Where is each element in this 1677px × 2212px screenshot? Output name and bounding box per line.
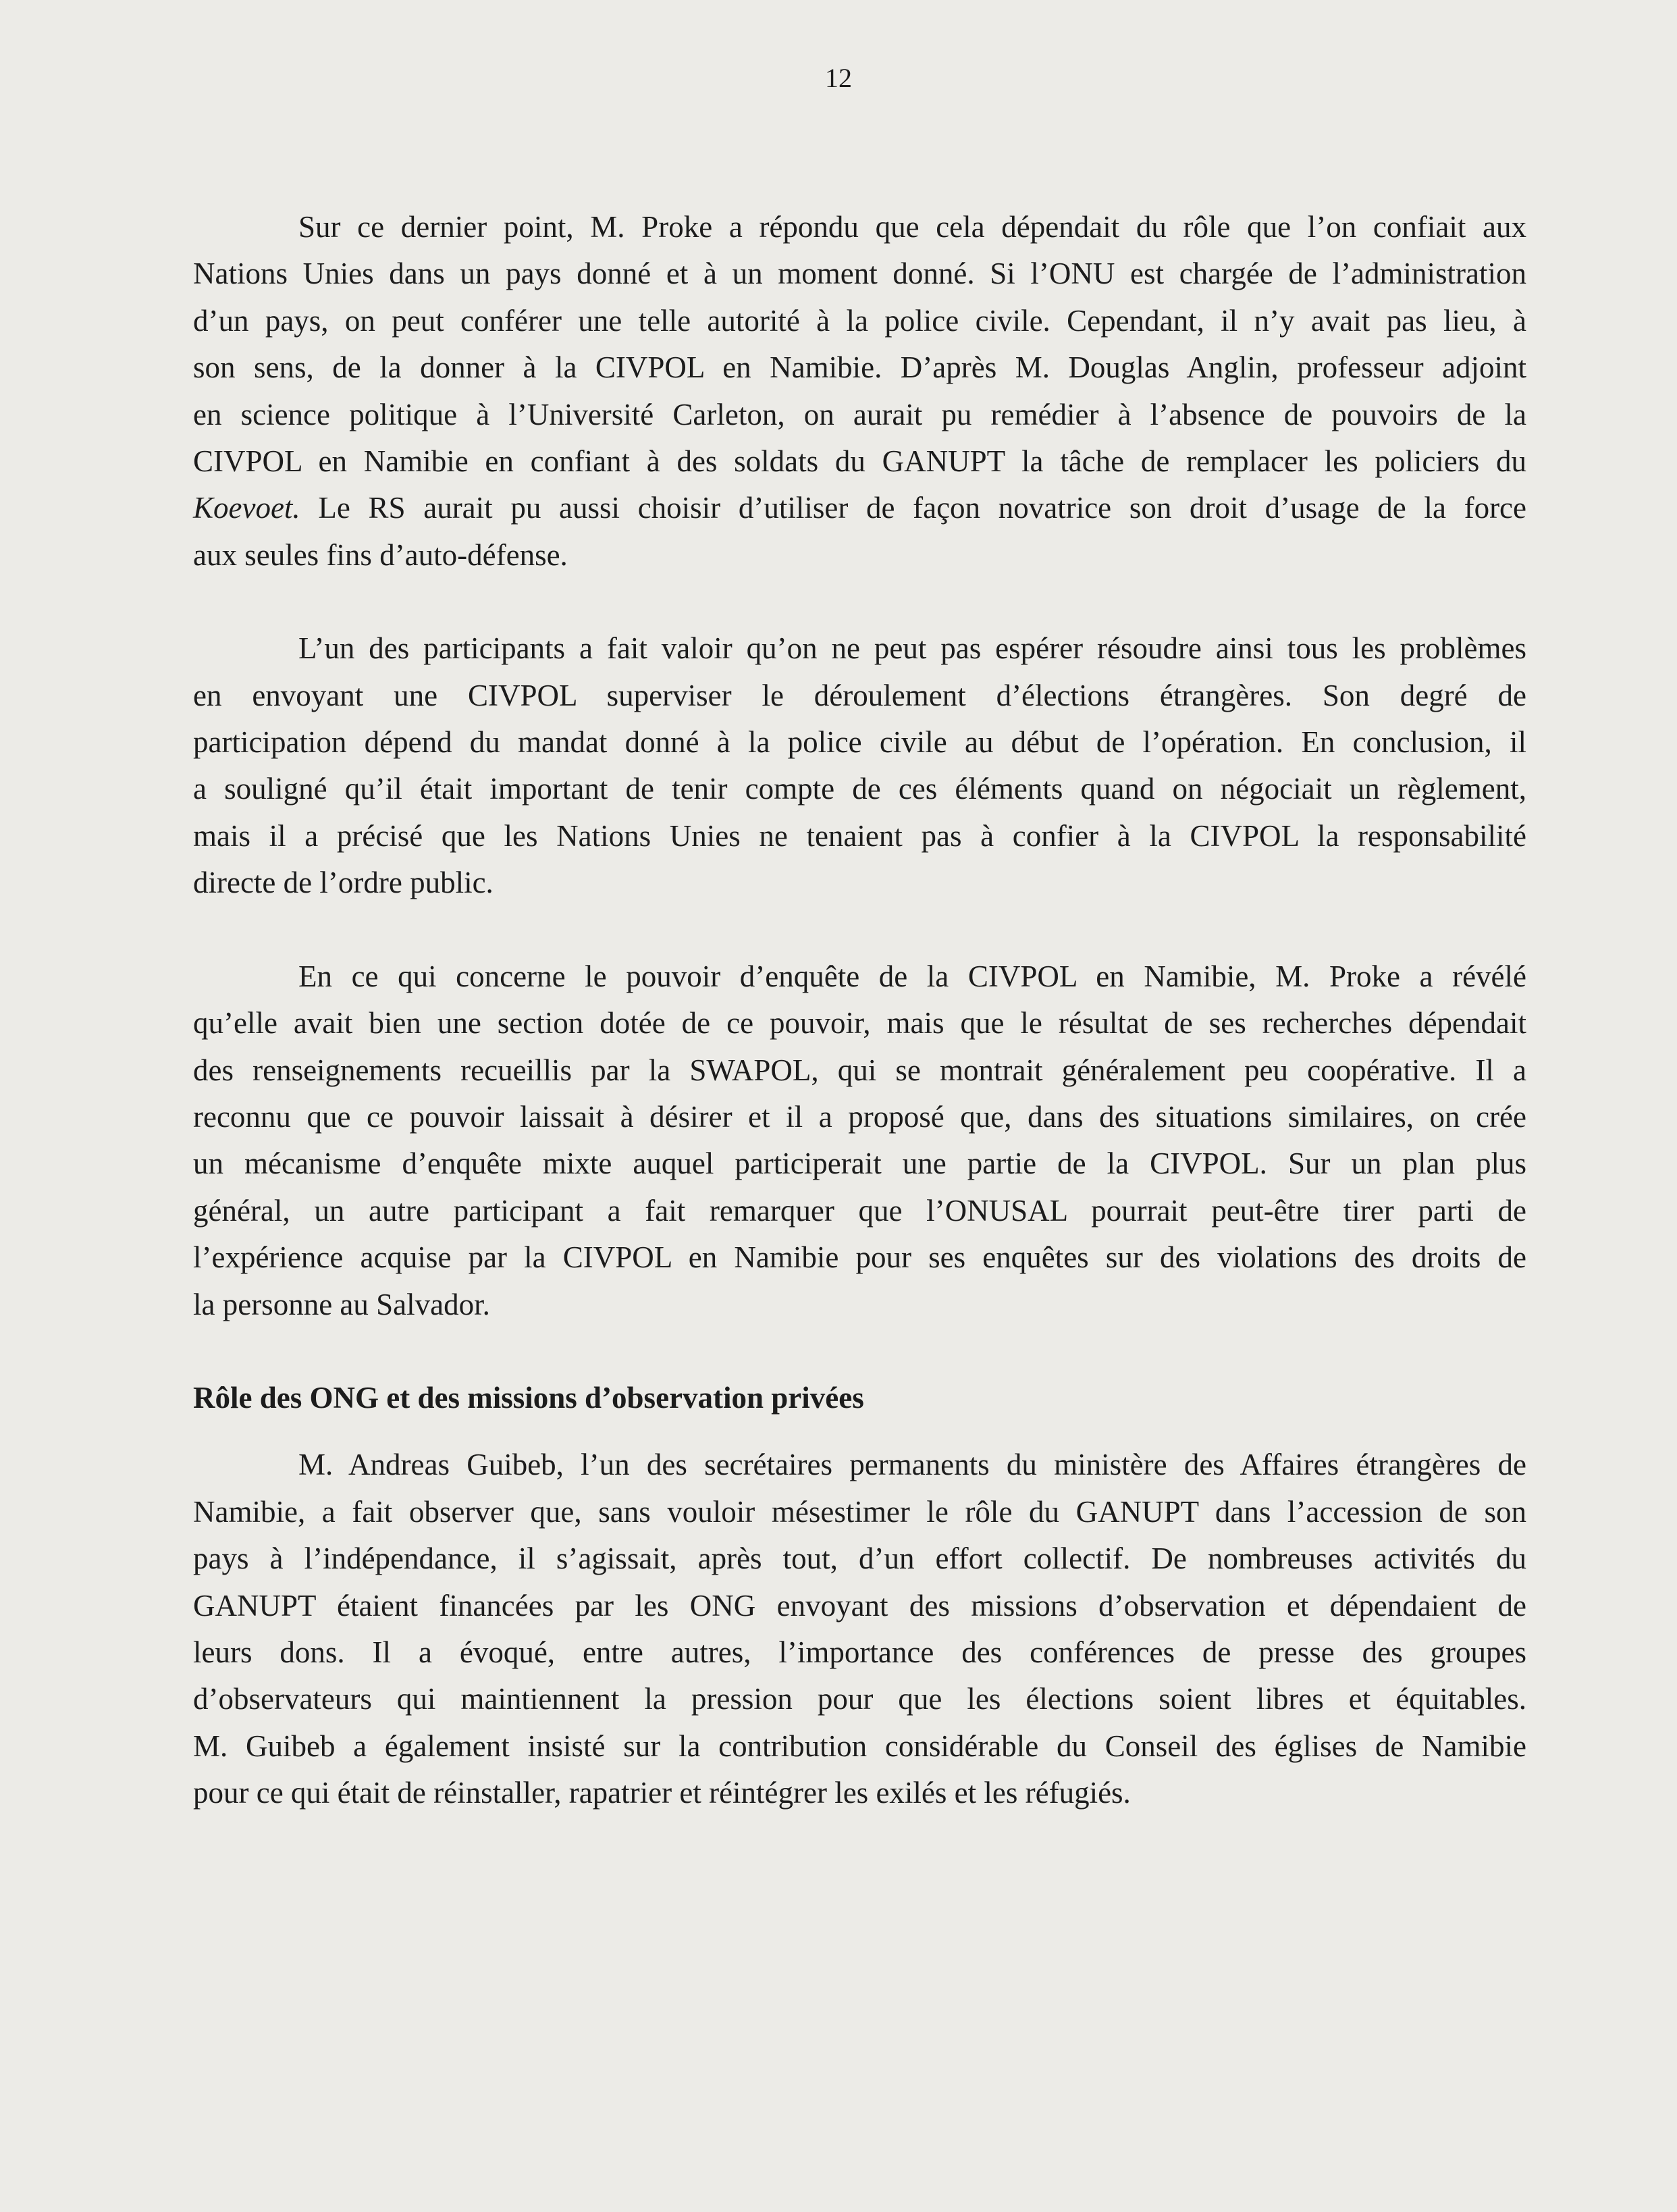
text-line: qu’elle avait bien une section dotée de ce pouvoir, mais que le résultat de ses recherches dépendait: [193, 1006, 1526, 1041]
text-line: Nations Unies dans un pays donné et à un moment donné. Si l’ONU est chargée de l’administration: [193, 257, 1526, 291]
text-line: aux seules fins d’auto-défense.: [193, 537, 568, 572]
text-line: M. Guibeb a également insisté sur la contribution considérable du Conseil des églises de Namibie: [193, 1729, 1526, 1763]
text-line: participation dépend du mandat donné à la police civile au début de l’opération. En conclusion, il: [193, 725, 1526, 760]
text-line: leurs dons. Il a évoqué, entre autres, l’importance des conférences de presse des groupes: [193, 1635, 1526, 1669]
text-line: d’un pays, on peut conférer une telle autorité à la police civile. Cependant, il n’y avait pas lieu, à: [193, 303, 1526, 338]
text-line: En ce qui concerne le pouvoir d’enquête de la CIVPOL en Namibie, M. Proke a révélé: [298, 959, 1526, 993]
text-line: directe de l’ordre public.: [193, 866, 494, 900]
text-line: mais il a précisé que les Nations Unies ne tenaient pas à confier à la CIVPOL la responsabilité: [193, 818, 1526, 853]
text-line: général, un autre participant a fait remarquer que l’ONUSAL pourrait peut-être tirer parti de: [193, 1193, 1526, 1228]
paragraph-2: [193, 625, 1526, 906]
text-line: M. Andreas Guibeb, l’un des secrétaires permanents du ministère des Affaires étrangères de: [298, 1448, 1526, 1482]
text-line: d’observateurs qui maintiennent la pression pour que les élections soient libres et équitables.: [193, 1682, 1526, 1716]
heading-text: Rôle des ONG et des missions d’observation privées: [193, 1380, 864, 1415]
text-line: la personne au Salvador.: [193, 1287, 490, 1321]
page-number: 12: [825, 63, 852, 93]
text-line: en envoyant une CIVPOL superviser le déroulement d’élections étrangères. Son degré de: [193, 678, 1526, 712]
text-line: pour ce qui était de réinstaller, rapatrier et réintégrer les exilés et les réfugiés.: [193, 1776, 1131, 1810]
text-line: [193, 485, 1526, 531]
text-line: Namibie, a fait observer que, sans vouloir mésestimer le rôle du GANUPT dans l’accession de son: [193, 1494, 1526, 1529]
paragraph-3: [193, 953, 1526, 1328]
text-line: GANUPT étaient financées par les ONG envoyant des missions d’observation et dépendaient de: [193, 1588, 1526, 1623]
text-fragment: Le RS aurait pu aussi choisir d’utiliser de façon novatrice son droit d’usage de la force: [318, 491, 1527, 525]
text-line: un mécanisme d’enquête mixte auquel participerait une partie de la CIVPOL. Sur un plan plus: [193, 1147, 1526, 1181]
paragraph-1: [193, 204, 1526, 579]
paragraph-4: [193, 1442, 1526, 1816]
text-line: l’expérience acquise par la CIVPOL en Namibie pour ses enquêtes sur des violations des droits de: [193, 1240, 1526, 1275]
text-line: a souligné qu’il était important de tenir compte de ces éléments quand on négociait un règlement,: [193, 772, 1526, 806]
text-line: CIVPOL en Namibie en confiant à des soldats du GANUPT la tâche de remplacer les policiers du: [193, 444, 1526, 479]
italic-term: Koevoet.: [193, 491, 300, 525]
text-line: reconnu que ce pouvoir laissait à désirer et il a proposé que, dans des situations similaires, on crée: [193, 1099, 1526, 1134]
section-heading: [193, 1375, 1526, 1421]
text-line: en science politique à l’Université Carleton, on aurait pu remédier à l’absence de pouvoirs de la: [193, 397, 1526, 431]
text-line: L’un des participants a fait valoir qu’on ne peut pas espérer résoudre ainsi tous les problèmes: [298, 631, 1526, 666]
document-body: [193, 204, 1526, 1817]
text-line: des renseignements recueillis par la SWAPOL, qui se montrait généralement peu coopérative. Il a: [193, 1053, 1526, 1087]
text-line: pays à l’indépendance, il s’agissait, après tout, d’un effort collectif. De nombreuses activités du: [193, 1542, 1526, 1576]
text-line: Sur ce dernier point, M. Proke a répondu que cela dépendait du rôle que l’on confiait aux: [298, 210, 1526, 244]
text-line: son sens, de la donner à la CIVPOL en Namibie. D’après M. Douglas Anglin, professeur adjoint: [193, 350, 1526, 385]
